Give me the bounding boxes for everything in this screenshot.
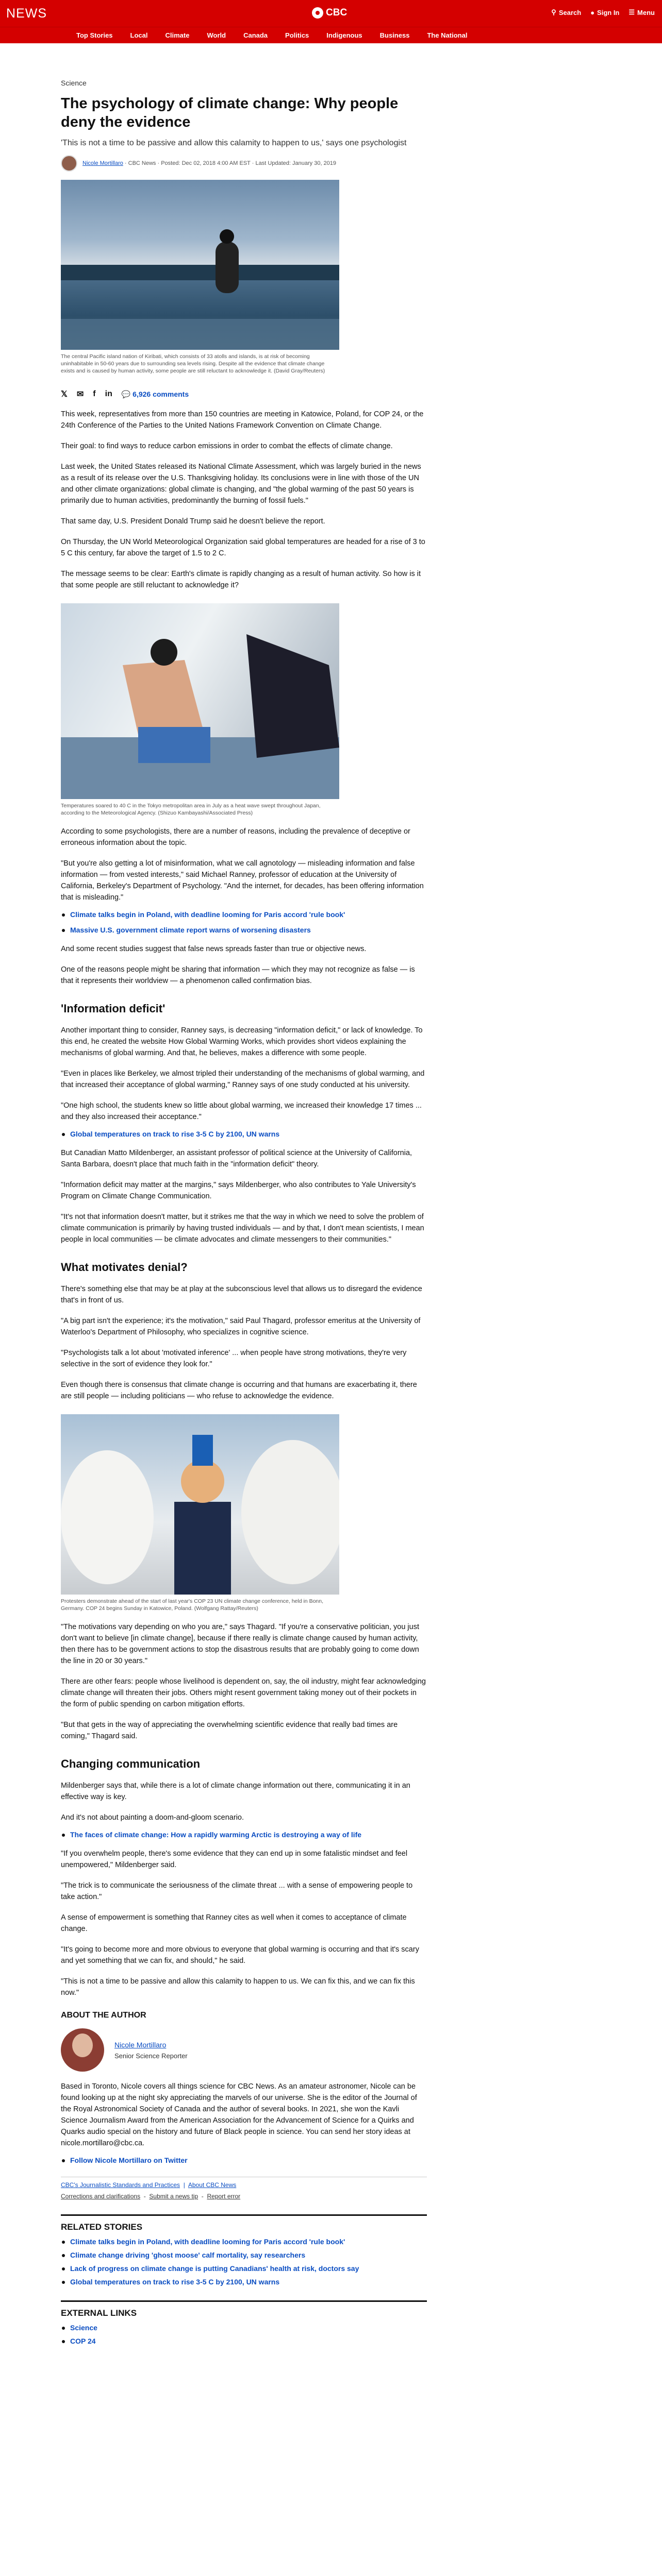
- author-avatar: [61, 155, 77, 172]
- paragraph: Even though there is consensus that climate change is occurring and that humans are exacerbating it, there are still people — including politicians — who refuse to acknowledge the evidence.: [61, 1381, 417, 1400]
- linkedin-share-icon[interactable]: in: [105, 389, 112, 398]
- protest-photo-caption: Protesters demonstrate ahead of the start of last year's COP 23 UN climate change conference, held in Bonn, Germany. COP 24 begins Sunday in Katowice, Poland. (Wolfgang Rattay/Reuters): [61, 1598, 324, 1612]
- related-story[interactable]: Lack of progress on climate change is putting Canadians' health at risk, doctors say: [70, 2264, 427, 2273]
- footer-secondary-links: Corrections and clarifications - Submit a news tip - Report error: [61, 2193, 241, 2200]
- paragraph: This week, representatives from more than 150 countries are meeting in Katowice, Poland, for COP 24, or the 24th Conference of the Parties to the United Nations Framework Convention on Climate Change.: [61, 410, 424, 430]
- author-card: [61, 2028, 427, 2072]
- nav-politics[interactable]: Politics: [285, 31, 309, 39]
- comments-link[interactable]: 💬 6,926 comments: [121, 389, 189, 398]
- paragraph: And some recent studies suggest that false news spreads faster than true or objective news.: [61, 945, 367, 953]
- nav-indigenous[interactable]: Indigenous: [326, 31, 362, 39]
- paragraph: One of the reasons people might be sharing that information — which they may not recognize as false — is that it represents their worldview — a phenomenon called confirmation bias.: [61, 965, 415, 985]
- paragraph: There's something else that may be at play at the subconscious level that allows us to disregard the evidence that's in front of us.: [61, 1285, 422, 1304]
- paragraph: "The motivations vary depending on who you are," says Thagard. "If you're a conservative politician, you just don't want to believe [in climate change], because if there really is climate change caused by human activity, then there has to be government actions to stop the disastrous results that are probably going to come down the line in 20 or 30 years.": [61, 1623, 419, 1665]
- paragraph: The message seems to be clear: Earth's climate is rapidly changing as a result of human activity. So how is it that some people are still reluctant to acknowledge it?: [61, 570, 421, 589]
- headline: The psychology of climate change: Why people deny the evidence: [61, 95, 399, 130]
- paragraph: Another important thing to consider, Ranney says, is decreasing "information deficit," or lack of knowledge. To this end, he created the website How Global Warming Works, which provides short videos explaining the mechanisms of global warming. And that, he believes, makes a difference with some people.: [61, 1026, 423, 1057]
- section-heading: 'Information deficit': [61, 1002, 166, 1015]
- tokyo-photo-image: [61, 603, 339, 799]
- nav-top-stories[interactable]: Top Stories: [76, 31, 113, 39]
- article: [61, 43, 427, 2345]
- related-stories-heading: RELATED STORIES: [61, 2214, 427, 2232]
- cbc-logo[interactable]: [312, 7, 347, 19]
- external-links-heading: EXTERNAL LINKS: [61, 2300, 427, 2318]
- paragraph: "A big part isn't the experience; it's the motivation," said Paul Thagard, professor emeritus at the University of Waterloo's Department of Philosophy, who specializes in cognitive science.: [61, 1317, 421, 1336]
- section-label[interactable]: Science: [61, 79, 87, 87]
- news-logo[interactable]: NEWS: [6, 6, 47, 21]
- updated-date: Last Updated: January 30, 2019: [255, 160, 337, 166]
- paragraph: "Information deficit may matter at the margins," says Mildenberger, who also contributes to Yale University's Program on Climate Change Communication.: [61, 1181, 416, 1200]
- lead-photo-caption: The central Pacific island nation of Kiribati, which consists of 33 atolls and islands, is at risk of becoming uninhabitable in 50-60 years due to surrounding sea levels rising. Despite all the evidence that climate change exists and is caused by human activity, some people are still reluctant to acknowledge it. (David Gray/Reuters): [61, 353, 325, 374]
- paragraph: Mildenberger says that, while there is a lot of climate change information out there, communicating it in an effective way is key.: [61, 1782, 410, 1801]
- external-link[interactable]: Science: [70, 2324, 427, 2332]
- related-link[interactable]: Climate talks begin in Poland, with deadline looming for Paris accord 'rule book': [70, 910, 427, 919]
- related-link[interactable]: Global temperatures on track to rise 3-5 C by 2100, UN warns: [70, 1130, 427, 1138]
- protest-photo: [61, 1414, 339, 1595]
- paragraph: Their goal: to find ways to reduce carbon emissions in order to combat the effects of climate change.: [61, 442, 393, 450]
- search-icon: ⚲: [551, 8, 556, 16]
- paragraph: "The trick is to communicate the seriousness of the climate threat ... with a sense of empowering people to take action.": [61, 1882, 413, 1901]
- tokyo-photo: [61, 603, 339, 799]
- author-role: Senior Science Reporter: [114, 2052, 188, 2060]
- author-photo: [61, 2028, 104, 2072]
- author-link[interactable]: Nicole Mortillaro: [82, 160, 123, 166]
- paragraph: "This is not a time to be passive and allow this calamity to happen to us. We can fix this, and we can fix this now.": [61, 1977, 415, 1997]
- paragraph: "One high school, the students knew so little about global warming, we increased their knowledge 17 times ... and they also increased their acceptance.": [61, 1101, 422, 1121]
- related-story[interactable]: Climate talks begin in Poland, with deadline looming for Paris accord 'rule book': [70, 2238, 427, 2246]
- share-bar: [61, 389, 427, 399]
- paragraph: Last week, the United States released its National Climate Assessment, which was largely buried in the news as a result of its release over the U.S. Thanksgiving holiday. Its conclusions were in line with those of the UN and other climate organizations: global climate is changing, and "the global warming of the past 50 years is primarily due to human activities, predominantly the burning of fossil fuels.": [61, 463, 421, 505]
- nav-local[interactable]: Local: [130, 31, 148, 39]
- subheadline: 'This is not a time to be passive and allow this calamity to happen to us,' says one psychologist: [61, 139, 407, 147]
- paragraph: "But that gets in the way of appreciating the overwhelming scientific evidence that really bad times are coming," Thagard said.: [61, 1721, 398, 1740]
- header-actions: [551, 8, 655, 16]
- menu-icon: ☰: [628, 8, 635, 16]
- nav-the-national[interactable]: The National: [427, 31, 468, 39]
- author-name-link[interactable]: Nicole Mortillaro: [114, 2040, 167, 2049]
- facebook-share-icon[interactable]: f: [93, 389, 96, 398]
- paragraph: A sense of empowerment is something that Ranney cites as well when it comes to acceptance of climate change.: [61, 1913, 407, 1933]
- related-link[interactable]: Massive U.S. government climate report warns of worsening disasters: [70, 926, 427, 934]
- paragraph: According to some psychologists, there are a number of reasons, including the prevalence of deceptive or erroneous information about the topic.: [61, 827, 410, 847]
- related-story[interactable]: Global temperatures on track to rise 3-5 C by 2100, UN warns: [70, 2278, 427, 2286]
- report-error-link[interactable]: Report error: [207, 2193, 241, 2200]
- section-heading: Changing communication: [61, 1757, 201, 1770]
- protest-photo-image: [61, 1414, 339, 1595]
- paragraph: "It's not that information doesn't matter, but it strikes me that the way in which we need to solve the problem of climate communication is primarily by having trusted individuals — and by that, I don't mean scientists, I mean people in local communities — be climate advocates and climate messengers to their communities.": [61, 1213, 424, 1244]
- signin-button[interactable]: ● Sign In: [590, 8, 620, 16]
- paragraph: "Psychologists talk a lot about 'motivated inference' ... when people have strong motivations, they're very selective in the sort of evidence they look for.": [61, 1349, 407, 1368]
- paragraph: "It's going to become more and more obvious to everyone that global warming is occurring and that it's scary and yet something that we can fix, and should," he said.: [61, 1945, 419, 1965]
- paragraph: "If you overwhelm people, there's some evidence that they can end up in some fatalistic mindset and feel unempowered," Mildenberger said.: [61, 1850, 408, 1869]
- submit-tip-link[interactable]: Submit a news tip: [149, 2193, 198, 2200]
- menu-button[interactable]: ☰ Menu: [628, 8, 655, 16]
- paragraph: There are other fears: people whose livelihood is dependent on, say, the oil industry, might fear acknowledging climate change will threaten their jobs. Others might resent government taking money out of their pockets in the form of public spending on carbon mitigation efforts.: [61, 1677, 426, 1708]
- brand-label: CBC: [326, 7, 347, 18]
- email-share-icon[interactable]: ✉: [76, 390, 84, 399]
- section-heading: What motivates denial?: [61, 1261, 188, 1274]
- search-button[interactable]: ⚲ Search: [551, 8, 582, 16]
- paragraph: "But you're also getting a lot of misinformation, what we call agnotology — misleading information and false information — from vested interests," said Michael Ranney, professor of education at the University of California, Berkeley's Department of Psychology. "And the internet, for decades, has been offering information that is misleading.": [61, 859, 424, 902]
- user-icon: ●: [590, 8, 595, 16]
- byline: Nicole Mortillaro · CBC News · Posted: Dec 02, 2018 4:00 AM EST · Last Updated: January 30, 2019: [61, 155, 427, 172]
- lead-photo: [61, 180, 339, 350]
- follow-author-link[interactable]: Follow Nicole Mortillaro on Twitter: [70, 2156, 427, 2164]
- nav-climate[interactable]: Climate: [165, 31, 190, 39]
- nav-world[interactable]: World: [207, 31, 226, 39]
- nav-business[interactable]: Business: [379, 31, 410, 39]
- paragraph: But Canadian Matto Mildenberger, an assistant professor of political science at the University of California, Santa Barbara, doesn't place that much faith in the "information deficit" theory.: [61, 1149, 412, 1168]
- cbc-gem-icon: [312, 7, 323, 19]
- lead-photo-image: [61, 180, 339, 350]
- author-bio: Based in Toronto, Nicole covers all things science for CBC News. As an amateur astronomer, Nicole can be found looking up at the night sky appreciating the marvels of our universe. She is the editor of the Journal of the Royal Astronomical Society of Canada and the author of several books. In 2021, she won the Kavli Science Journalism Award from the American Association for the Advancement of Science for a Quirks and Quarks audio special on the history and future of Black people in science. You can send her story ideas at nicole.mortillaro@cbc.ca.: [61, 2082, 417, 2147]
- related-link[interactable]: The faces of climate change: How a rapidly warming Arctic is destroying a way of life: [70, 1831, 427, 1839]
- about-cbc-link[interactable]: About CBC News: [188, 2181, 237, 2189]
- x-share-icon[interactable]: 𝕏: [61, 390, 68, 399]
- source: CBC News: [128, 160, 156, 166]
- external-link[interactable]: COP 24: [70, 2337, 427, 2345]
- about-author-heading: ABOUT THE AUTHOR: [61, 2011, 146, 2020]
- related-story[interactable]: Climate change driving 'ghost moose' calf mortality, say researchers: [70, 2251, 427, 2259]
- standards-link[interactable]: CBC's Journalistic Standards and Practices: [61, 2181, 180, 2189]
- nav-canada[interactable]: Canada: [243, 31, 268, 39]
- paragraph: That same day, U.S. President Donald Trump said he doesn't believe the report.: [61, 517, 325, 526]
- posted-date: Posted: Dec 02, 2018 4:00 AM EST: [161, 160, 251, 166]
- paragraph: And it's not about painting a doom-and-gloom scenario.: [61, 1814, 244, 1822]
- footer-links: CBC's Journalistic Standards and Practices | About CBC News: [61, 2181, 237, 2189]
- tokyo-photo-caption: Temperatures soared to 40 C in the Tokyo metropolitan area in July as a heat wave swept throughout Japan, according to the Meteorological Agency. (Shizuo Kambayashi/Associated Press): [61, 803, 321, 816]
- nav-bar: [0, 27, 662, 43]
- corrections-link[interactable]: Corrections and clarifications: [61, 2193, 141, 2200]
- paragraph: On Thursday, the UN World Meteorological Organization said global temperatures are headed for a rise of 3 to 5 C this century, far above the target of 1.5 to 2 C.: [61, 538, 425, 557]
- paragraph: "Even in places like Berkeley, we almost tripled their understanding of the mechanisms of global warming, and that increased their acceptance of global warming," Ranney says of one study conducted at his university.: [61, 1070, 425, 1089]
